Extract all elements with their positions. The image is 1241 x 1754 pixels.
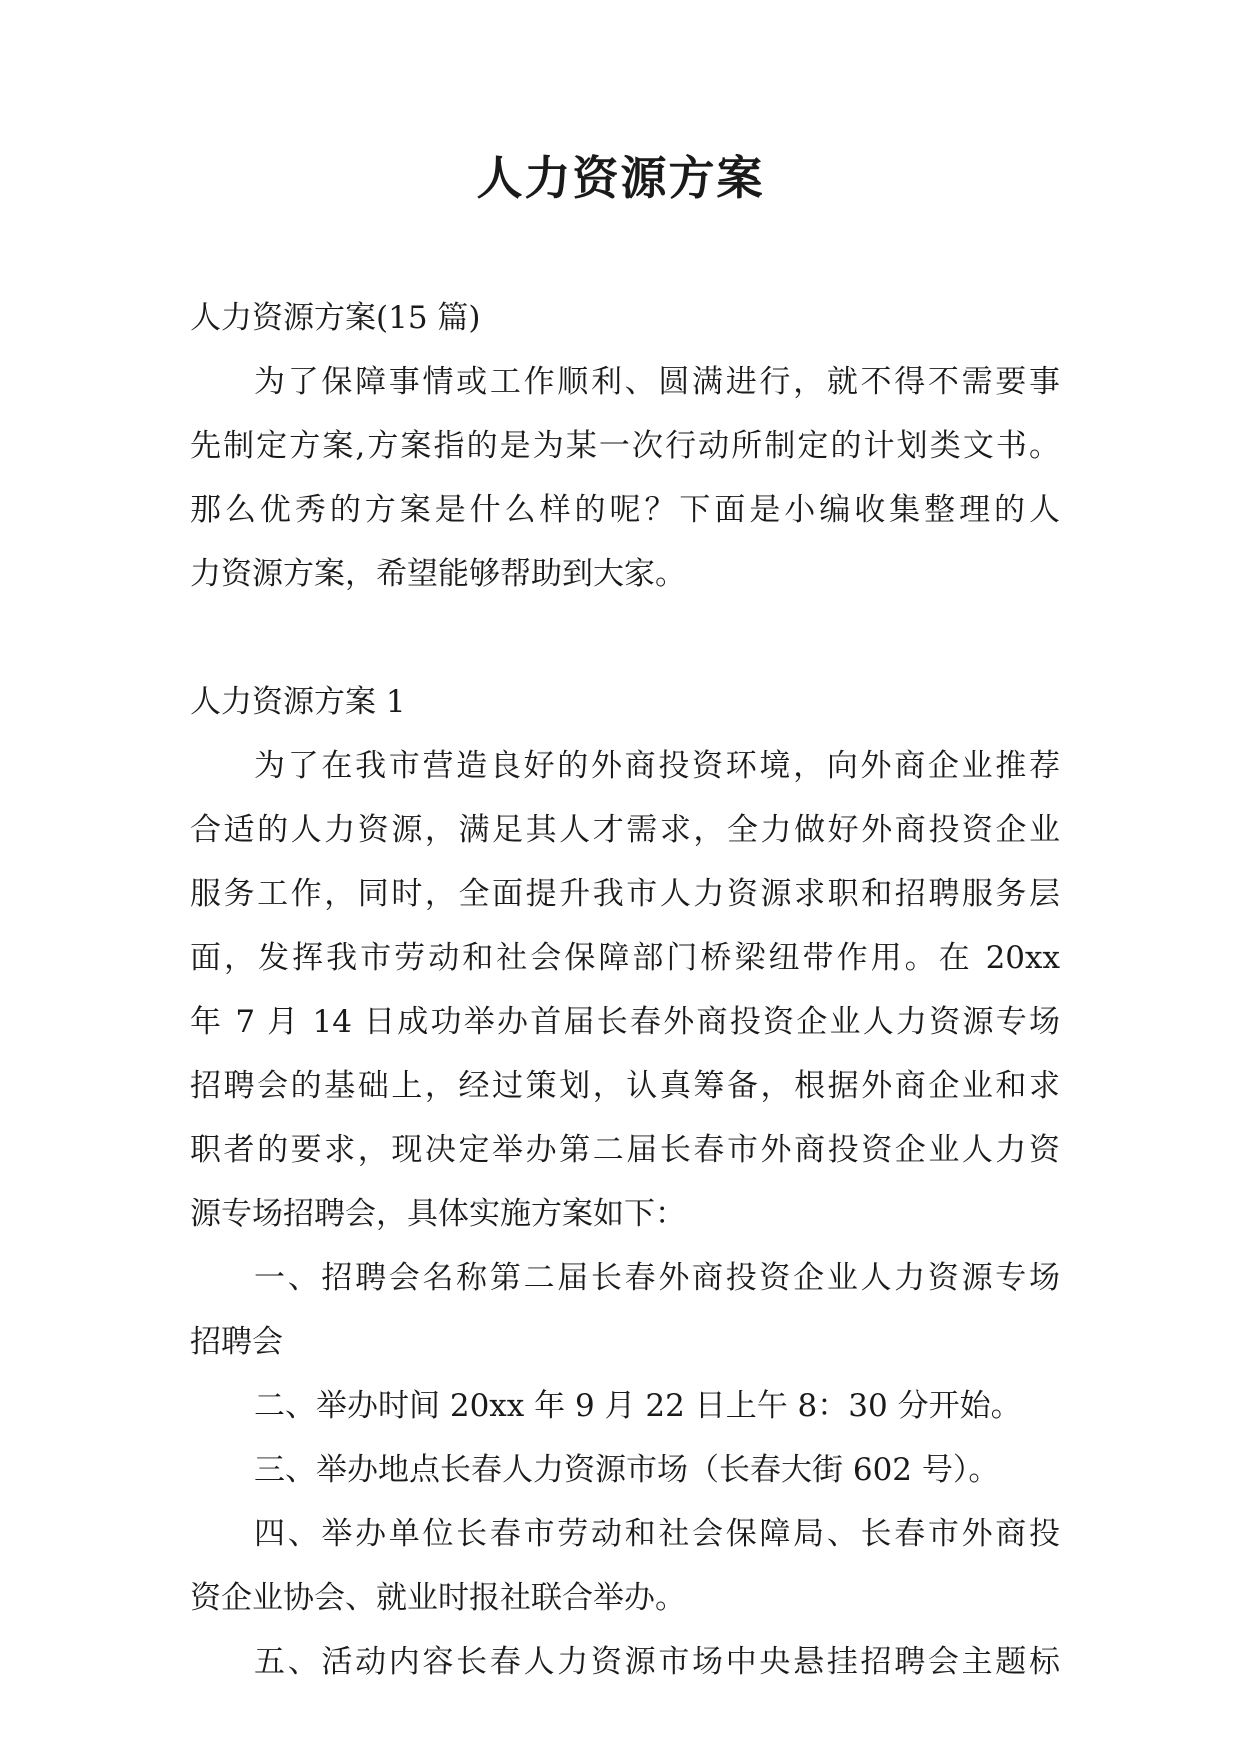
list-item-line: 资企业协会、就业时报社联合举办。: [190, 1580, 686, 1616]
intro-line: 那么优秀的方案是什么样的呢？下面是小编收集整理的人: [190, 492, 1060, 528]
list-item-name: [190, 1246, 1060, 1374]
list-item-time: 二、举办时间 20xx 年 9 月 22 日上午 8：30 分开始。: [254, 1388, 1022, 1424]
section-paragraph: [190, 734, 1060, 1246]
list-item-content: 五、活动内容长春人力资源市场中央悬挂招聘会主题标: [254, 1644, 1060, 1680]
section-line: 合适的人力资源，满足其人才需求，全力做好外商投资企业: [190, 812, 1060, 848]
section-line: 职者的要求，现决定举办第二届长春市外商投资企业人力资: [190, 1132, 1060, 1168]
list-item-line: 招聘会: [190, 1324, 283, 1360]
intro-line: 力资源方案，希望能够帮助到大家。: [190, 556, 686, 592]
section-line: 源专场招聘会，具体实施方案如下：: [190, 1196, 686, 1232]
document-title: 人力资源方案: [476, 151, 765, 205]
paragraph-spacer: [190, 606, 1060, 670]
section-line: 面，发挥我市劳动和社会保障部门桥梁纽带作用。在 20xx: [190, 940, 1060, 976]
list-item-location: 三、举办地点长春人力资源市场（长春大街 602 号）。: [254, 1452, 1000, 1488]
intro-paragraph: [190, 350, 1060, 606]
section-line: 服务工作，同时，全面提升我市人力资源求职和招聘服务层: [190, 876, 1060, 912]
list-item-line: 四、举办单位长春市劳动和社会保障局、长春市外商投: [254, 1516, 1060, 1552]
list-item-line: 一、招聘会名称第二届长春外商投资企业人力资源专场: [254, 1260, 1060, 1296]
document-body: [190, 286, 1060, 1694]
intro-line: 先制定方案,方案指的是为某一次行动所制定的计划类文书。: [190, 428, 1060, 464]
section-line: 年 7 月 14 日成功举办首届长春外商投资企业人力资源专场: [190, 1004, 1060, 1040]
intro-line: 为了保障事情或工作顺利、圆满进行，就不得不需要事: [254, 364, 1060, 400]
section-line: 为了在我市营造良好的外商投资环境，向外商企业推荐: [254, 748, 1060, 784]
section-line: 招聘会的基础上，经过策划，认真筹备，根据外商企业和求: [190, 1068, 1060, 1104]
section-heading: 人力资源方案 1: [190, 684, 406, 720]
document-subtitle: 人力资源方案(15 篇): [190, 300, 481, 336]
list-item-organizer: [190, 1502, 1060, 1630]
